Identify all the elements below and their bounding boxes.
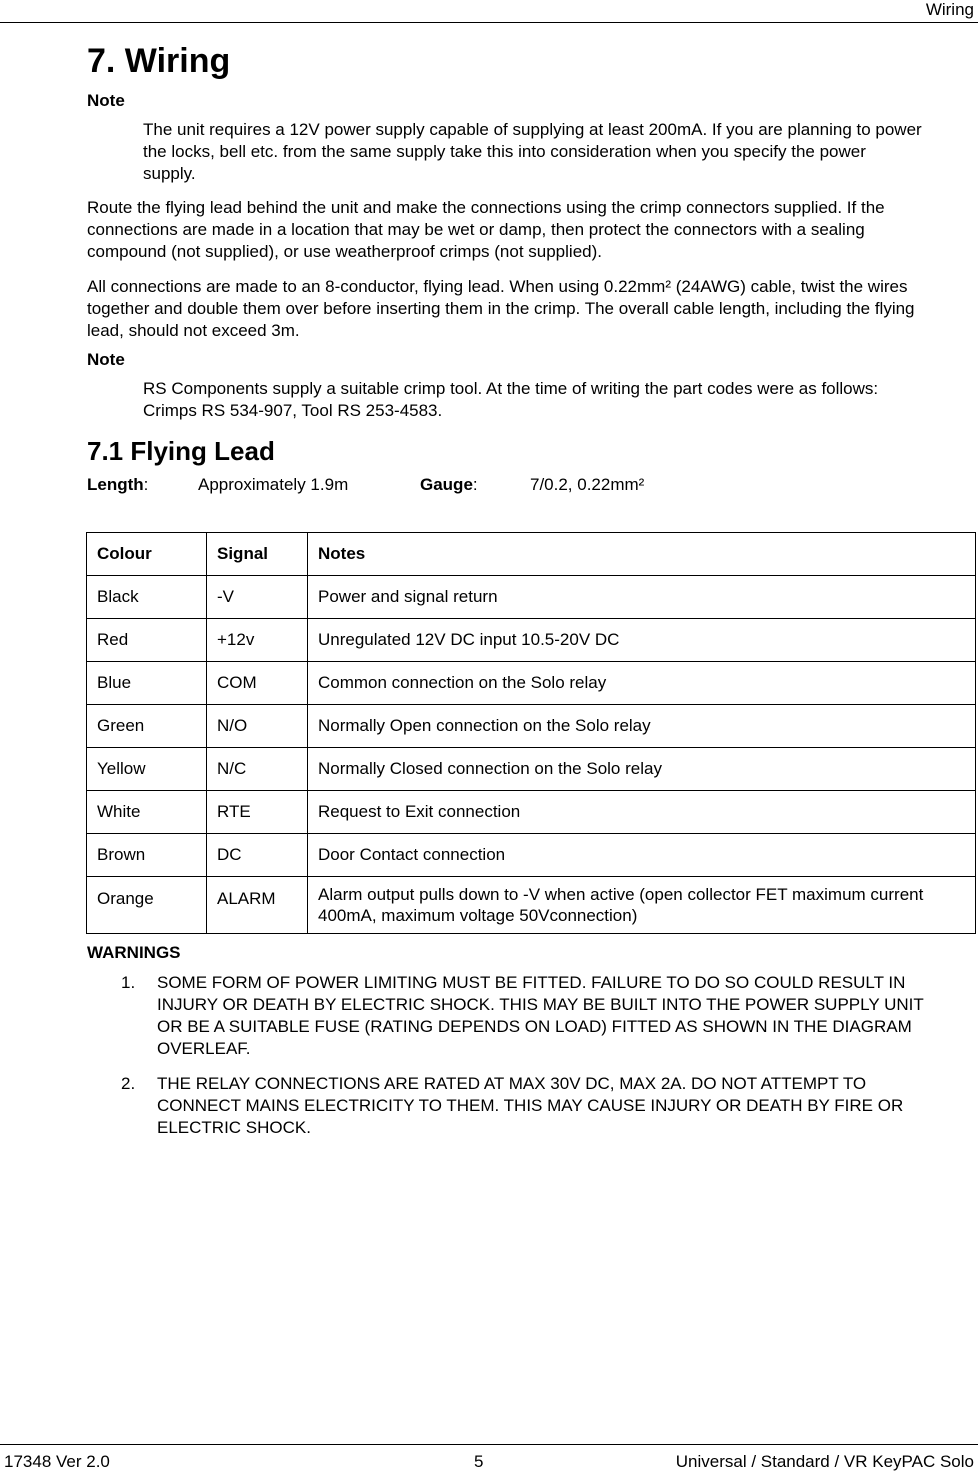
cell-notes: Alarm output pulls down to -V when active (open collector FET maximum current 400mA, maximum voltage 50Vconnection) bbox=[308, 877, 976, 934]
cell-colour: White bbox=[87, 791, 207, 834]
gauge-value: 7/0.2, 0.22mm² bbox=[530, 475, 645, 494]
table-row bbox=[87, 576, 976, 619]
column-header-colour: Colour bbox=[87, 533, 207, 576]
cell-signal: COM bbox=[207, 662, 308, 705]
cell-signal: N/O bbox=[207, 705, 308, 748]
cell-colour: Orange bbox=[87, 877, 207, 934]
header-section-title: Wiring bbox=[925, 0, 974, 19]
cell-colour: Black bbox=[87, 576, 207, 619]
cell-signal: ALARM bbox=[207, 877, 308, 934]
table-header-row bbox=[87, 533, 976, 576]
warning-number: 1. bbox=[121, 973, 136, 992]
cell-signal: +12v bbox=[207, 619, 308, 662]
paragraph-routing: Route the flying lead behind the unit and make the connections using the crimp connectors supplied. If the connections are made in a location that may be wet or damp, then protect the connectors with a sealing compound (not supplied), or use weatherproof crimps (not supplied). bbox=[87, 198, 885, 261]
note-label: Note bbox=[87, 91, 125, 110]
section-title: 7.1 Flying Lead bbox=[87, 436, 275, 466]
footer-page-number: 5 bbox=[474, 1452, 484, 1471]
cell-colour: Yellow bbox=[87, 748, 207, 791]
table-row bbox=[87, 877, 976, 934]
table-row bbox=[87, 705, 976, 748]
note-text: The unit requires a 12V power supply capable of supplying at least 200mA. If you are planning to power the locks, bell etc. from the same supply take this into consideration when you specify the power supply. bbox=[143, 120, 922, 183]
table-row bbox=[87, 748, 976, 791]
running-footer bbox=[0, 1444, 978, 1473]
footer-product-name: Universal / Standard / VR KeyPAC Solo bbox=[675, 1452, 974, 1471]
table-row bbox=[87, 662, 976, 705]
footer-doc-ref: 17348 Ver 2.0 bbox=[4, 1452, 110, 1471]
running-header bbox=[0, 0, 978, 23]
cell-notes: Normally Closed connection on the Solo relay bbox=[308, 748, 976, 791]
cell-notes: Common connection on the Solo relay bbox=[308, 662, 976, 705]
flying-lead-table bbox=[86, 532, 976, 934]
cell-colour: Blue bbox=[87, 662, 207, 705]
note-label-2: Note bbox=[87, 350, 125, 369]
cell-signal: N/C bbox=[207, 748, 308, 791]
column-header-notes: Notes bbox=[308, 533, 976, 576]
column-header-signal: Signal bbox=[207, 533, 308, 576]
note-text-2: RS Components supply a suitable crimp tool. At the time of writing the part codes were as follows: Crimps RS 534-907, Tool RS 253-4583. bbox=[143, 379, 879, 420]
gauge-spec: Gauge: bbox=[420, 475, 478, 494]
cell-notes: Normally Open connection on the Solo relay bbox=[308, 705, 976, 748]
length-spec: Length: bbox=[87, 475, 149, 494]
table-row bbox=[87, 834, 976, 877]
length-value: Approximately 1.9m bbox=[198, 475, 349, 494]
warning-text: THE RELAY CONNECTIONS ARE RATED AT MAX 30V DC, MAX 2A. DO NOT ATTEMPT TO CONNECT MAINS ELECTRICITY TO THEM. THIS MAY CAUSE INJURY OR DEATH BY FIRE OR ELECTRIC SHOCK. bbox=[157, 1074, 904, 1137]
warnings-heading: WARNINGS bbox=[87, 943, 181, 962]
cell-notes: Unregulated 12V DC input 10.5-20V DC bbox=[308, 619, 976, 662]
gauge-label: Gauge bbox=[420, 475, 473, 494]
warning-number: 2. bbox=[121, 1074, 136, 1093]
table-row bbox=[87, 791, 976, 834]
cell-notes: Door Contact connection bbox=[308, 834, 976, 877]
cell-signal: RTE bbox=[207, 791, 308, 834]
paragraph-connections: All connections are made to an 8-conductor, flying lead. When using 0.22mm² (24AWG) cable, twist the wires together and double them over before inserting them in the crimp. The overall cable length, including the flying lead, should not exceed 3m. bbox=[87, 277, 915, 340]
cell-signal: DC bbox=[207, 834, 308, 877]
spec-row bbox=[0, 475, 978, 497]
length-label: Length bbox=[87, 475, 144, 494]
cell-signal: -V bbox=[207, 576, 308, 619]
cell-notes: Power and signal return bbox=[308, 576, 976, 619]
cell-colour: Brown bbox=[87, 834, 207, 877]
cell-colour: Green bbox=[87, 705, 207, 748]
warning-text: SOME FORM OF POWER LIMITING MUST BE FITTED. FAILURE TO DO SO COULD RESULT IN INJURY OR DEATH BY ELECTRIC SHOCK. THIS MAY BE BUILT INTO THE POWER SUPPLY UNIT OR BE A SUITABLE FUSE (RATING DEPENDS ON LOAD) FITTED AS SHOWN IN THE DIAGRAM OVERLEAF. bbox=[157, 973, 924, 1058]
table-row bbox=[87, 619, 976, 662]
cell-colour: Red bbox=[87, 619, 207, 662]
page-title: 7. Wiring bbox=[87, 42, 231, 80]
cell-notes: Request to Exit connection bbox=[308, 791, 976, 834]
